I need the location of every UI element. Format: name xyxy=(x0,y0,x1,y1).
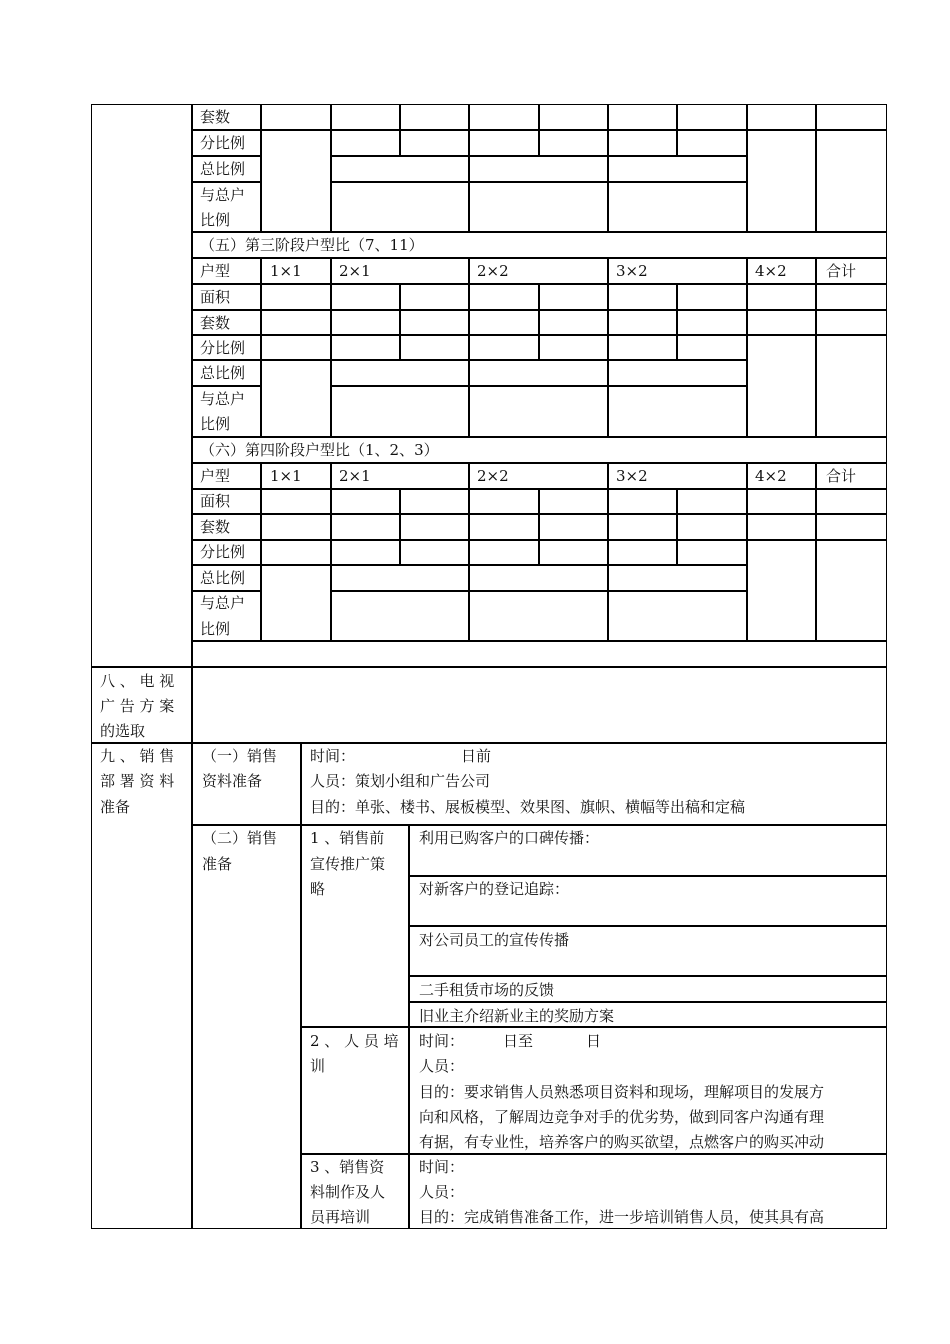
phase4-count-cell xyxy=(261,514,331,540)
top-count-cell xyxy=(677,104,747,130)
phase3-sum-merged xyxy=(816,335,887,437)
top-4x2-merged xyxy=(747,130,816,232)
row-label: 与总户 xyxy=(200,594,246,612)
phase3-split-cell xyxy=(539,335,608,360)
top-count-cell xyxy=(608,104,677,130)
phase3-split-cell xyxy=(677,335,747,360)
top-split-cell xyxy=(400,130,469,156)
top-sum-merged xyxy=(816,130,887,232)
header-type: 2×1 xyxy=(339,467,371,485)
phase4-count-cell xyxy=(677,514,747,540)
top-total-2x1 xyxy=(331,156,469,182)
part1-purpose: 目的：单张、楼书、展板模型、效果图、旗帜、横幅等出稿和定稿 xyxy=(310,798,746,816)
item2-purpose-line: 目的：要求销售人员熟悉项目资料和现场，理解项目的发展方 xyxy=(419,1083,825,1101)
item1-row-text: 旧业主介绍新业主的奖励方案 xyxy=(419,1007,615,1025)
header-label: 户型 xyxy=(200,467,231,485)
item1-label: 1 、销售前 xyxy=(310,829,385,847)
item3-time: 时间： xyxy=(419,1158,465,1176)
row-label: 分比例 xyxy=(200,134,246,152)
phase3-split-cell xyxy=(469,335,539,360)
header-type: 2×2 xyxy=(477,262,509,280)
phase4-split-cell xyxy=(469,540,539,565)
phase4-area-cell xyxy=(677,489,747,514)
phase4-area-cell xyxy=(816,489,887,514)
phase3-total-2x1 xyxy=(331,360,469,386)
phase4-count-cell xyxy=(469,514,539,540)
item1-row-text: 利用已购客户的口碑传播： xyxy=(419,829,600,847)
section8-label: 广 告 方 案 xyxy=(100,697,175,715)
phase3-count-cell xyxy=(816,310,887,335)
phase4-household-2x1 xyxy=(331,591,469,641)
part2-label-cell xyxy=(192,825,301,1229)
phase3-area-cell xyxy=(331,284,400,310)
phase4-count-cell xyxy=(400,514,469,540)
phase4-area-cell xyxy=(747,489,816,514)
row-label: 套数 xyxy=(200,108,231,126)
item1-row-text: 二手租赁市场的反馈 xyxy=(419,981,555,999)
top-household-2x2 xyxy=(469,182,608,232)
phase3-count-cell xyxy=(400,310,469,335)
item2-purpose-line: 向和风格，了解周边竞争对手的优劣势，做到同客户沟通有理 xyxy=(419,1108,825,1126)
item3-people: 人员： xyxy=(419,1183,465,1201)
phase3-household-3x2 xyxy=(608,386,747,437)
phase3-count-cell xyxy=(608,310,677,335)
phase3-1x1-split xyxy=(261,335,331,360)
top-total-3x2 xyxy=(608,156,747,182)
blank-row xyxy=(192,641,887,667)
row-label: 分比例 xyxy=(200,543,246,561)
top-split-cell xyxy=(608,130,677,156)
phase3-title: （五）第三阶段户型比（7、11） xyxy=(200,236,424,254)
phase3-split-cell xyxy=(331,335,400,360)
phase4-area-cell xyxy=(608,489,677,514)
phase3-total-2x2 xyxy=(469,360,608,386)
section8-content-cell xyxy=(192,667,887,743)
phase4-count-cell xyxy=(331,514,400,540)
phase3-split-cell xyxy=(400,335,469,360)
top-split-cell xyxy=(539,130,608,156)
top-count-cell xyxy=(539,104,608,130)
item1-label: 略 xyxy=(310,880,326,898)
phase4-count-cell xyxy=(608,514,677,540)
header-type: 1×1 xyxy=(270,262,302,280)
phase4-split-cell xyxy=(539,540,608,565)
row-label: 总比例 xyxy=(200,569,246,587)
item1-row-text: 对新客户的登记追踪： xyxy=(419,880,570,898)
phase4-sum-merged xyxy=(816,540,887,641)
phase4-total-3x2 xyxy=(608,565,747,591)
part1-time: 时间： xyxy=(310,747,356,765)
phase3-count-cell xyxy=(261,310,331,335)
phase3-area-cell xyxy=(677,284,747,310)
phase3-area-cell xyxy=(400,284,469,310)
item2-people: 人员： xyxy=(419,1057,465,1075)
phase3-area-cell xyxy=(539,284,608,310)
section8-label: 的选取 xyxy=(100,722,146,740)
phase4-area-cell xyxy=(539,489,608,514)
left-column-section7 xyxy=(91,104,192,667)
header-label: 户型 xyxy=(200,262,231,280)
phase4-1x1-split xyxy=(261,540,331,565)
row-label: 面积 xyxy=(200,288,231,306)
phase4-split-cell xyxy=(400,540,469,565)
top-split-cell xyxy=(677,130,747,156)
header-type: 2×2 xyxy=(477,467,509,485)
row-label: 套数 xyxy=(200,314,231,332)
header-total: 合计 xyxy=(826,467,857,485)
item3-label: 3 、销售资 xyxy=(310,1158,385,1176)
top-household-3x2 xyxy=(608,182,747,232)
phase3-area-cell xyxy=(469,284,539,310)
phase3-total-3x2 xyxy=(608,360,747,386)
phase3-household-2x2 xyxy=(469,386,608,437)
row-label: 分比例 xyxy=(200,339,246,357)
item3-label: 员再培训 xyxy=(310,1208,371,1226)
phase3-count-cell xyxy=(469,310,539,335)
phase4-4x2-merged xyxy=(747,540,816,641)
row-label: 与总户 xyxy=(200,390,246,408)
header-type: 4×2 xyxy=(755,467,787,485)
phase3-4x2-merged xyxy=(747,335,816,437)
phase4-area-cell xyxy=(261,489,331,514)
part2-label: （二）销售 xyxy=(202,829,278,847)
item2-day-from: 日至 xyxy=(503,1032,534,1050)
phase4-count-cell xyxy=(747,514,816,540)
item1-label: 宣传推广策 xyxy=(310,855,386,873)
item2-label: 2 、 人 员 培 xyxy=(310,1032,399,1050)
header-type: 3×2 xyxy=(616,467,648,485)
top-count-cell xyxy=(261,104,331,130)
phase4-split-cell xyxy=(677,540,747,565)
item2-purpose-line: 有据，有专业性，培养客户的购买欲望，点燃客户的购买冲动 xyxy=(419,1133,825,1151)
phase4-total-2x1 xyxy=(331,565,469,591)
item2-label: 训 xyxy=(310,1057,326,1075)
row-label: 套数 xyxy=(200,518,231,536)
phase4-area-cell xyxy=(469,489,539,514)
row-label: 面积 xyxy=(200,492,231,510)
item3-purpose: 目的：完成销售准备工作，进一步培训销售人员，使其具有高 xyxy=(419,1208,825,1226)
top-count-cell xyxy=(816,104,887,130)
phase4-household-3x2 xyxy=(608,591,747,641)
top-split-cell xyxy=(331,130,400,156)
item3-label: 料制作及人 xyxy=(310,1183,386,1201)
row-label: 比例 xyxy=(200,211,231,229)
phase4-split-cell xyxy=(331,540,400,565)
header-total: 合计 xyxy=(826,262,857,280)
top-count-cell xyxy=(747,104,816,130)
phase4-area-cell xyxy=(400,489,469,514)
phase4-count-cell xyxy=(539,514,608,540)
row-label: 比例 xyxy=(200,415,231,433)
part1-label: （一）销售 xyxy=(202,747,278,765)
phase3-count-cell xyxy=(331,310,400,335)
phase3-count-cell xyxy=(747,310,816,335)
phase3-area-cell xyxy=(608,284,677,310)
phase3-area-cell xyxy=(816,284,887,310)
top-count-cell xyxy=(331,104,400,130)
row-label: 总比例 xyxy=(200,160,246,178)
top-count-cell xyxy=(469,104,539,130)
top-split-cell xyxy=(469,130,539,156)
phase4-area-cell xyxy=(331,489,400,514)
part1-people: 人员：策划小组和广告公司 xyxy=(310,772,491,790)
phase4-1x1-merged xyxy=(261,565,331,641)
phase3-count-cell xyxy=(677,310,747,335)
phase3-1x1-merged xyxy=(261,360,331,437)
top-total-2x2 xyxy=(469,156,608,182)
part2-label: 准备 xyxy=(202,855,233,873)
section9-label: 九 、 销 售 xyxy=(100,747,175,765)
row-label: 总比例 xyxy=(200,364,246,382)
header-type: 2×1 xyxy=(339,262,371,280)
item2-day-to: 日 xyxy=(586,1032,602,1050)
header-type: 1×1 xyxy=(270,467,302,485)
part1-date: 日前 xyxy=(461,747,492,765)
phase4-title: （六）第四阶段户型比（1、2、3） xyxy=(200,441,439,459)
phase4-split-cell xyxy=(608,540,677,565)
section9-label: 部 署 资 料 xyxy=(100,772,175,790)
top-count-cell xyxy=(400,104,469,130)
header-type: 3×2 xyxy=(616,262,648,280)
phase3-household-2x1 xyxy=(331,386,469,437)
top-household-2x1 xyxy=(331,182,469,232)
row-label: 比例 xyxy=(200,620,231,638)
phase3-count-cell xyxy=(539,310,608,335)
item2-time: 时间： xyxy=(419,1032,465,1050)
phase4-household-2x2 xyxy=(469,591,608,641)
phase4-total-2x2 xyxy=(469,565,608,591)
phase3-area-cell xyxy=(747,284,816,310)
phase4-count-cell xyxy=(816,514,887,540)
top-1x1-merged xyxy=(261,130,331,232)
section8-label: 八 、 电 视 xyxy=(100,672,175,690)
phase3-split-cell xyxy=(608,335,677,360)
row-label: 与总户 xyxy=(200,186,246,204)
phase3-area-cell xyxy=(261,284,331,310)
item1-row-text: 对公司员工的宣传传播 xyxy=(419,931,570,949)
header-type: 4×2 xyxy=(755,262,787,280)
part1-label: 资料准备 xyxy=(202,772,263,790)
section9-label: 准备 xyxy=(100,798,131,816)
